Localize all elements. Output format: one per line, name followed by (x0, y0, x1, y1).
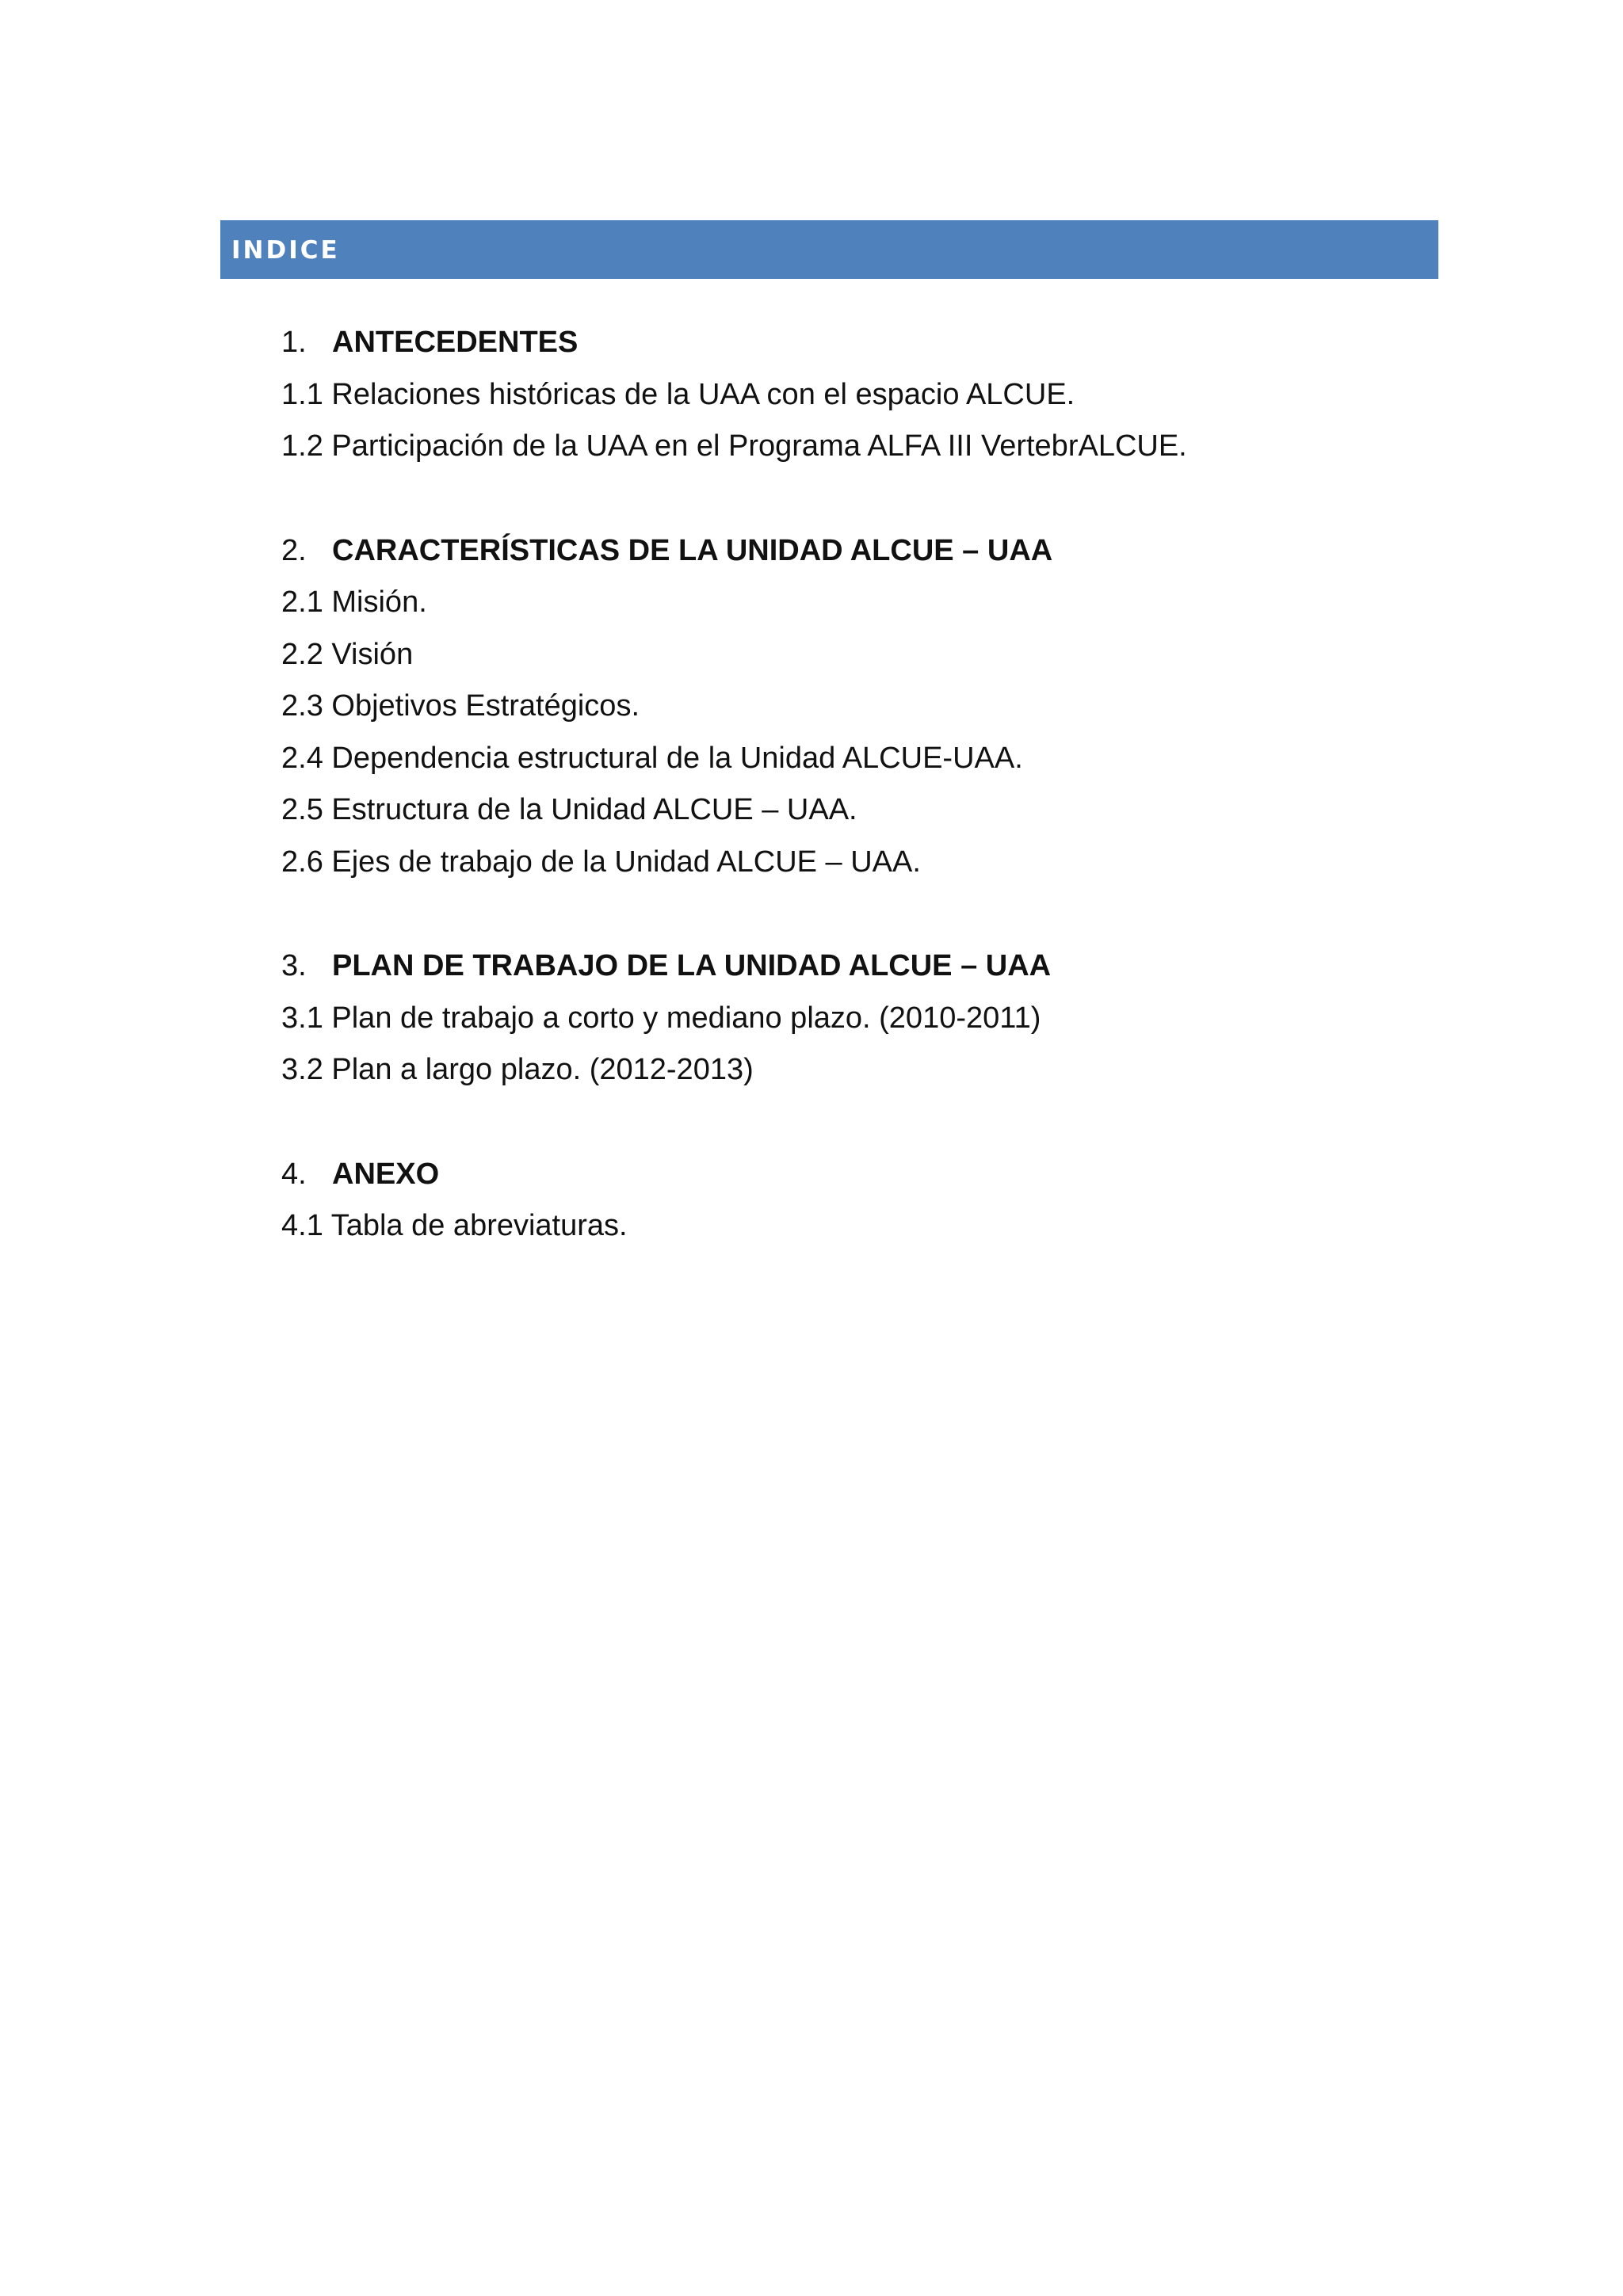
item-text: Visión (331, 637, 414, 671)
item-number: 2.5 (281, 793, 332, 826)
item-text: Ejes de trabajo de la Unidad ALCUE – UAA. (331, 845, 921, 879)
toc-item (281, 369, 1438, 421)
toc-heading (281, 317, 1438, 369)
item-text: Objetivos Estratégicos. (331, 689, 640, 723)
toc-section-3 (281, 940, 1438, 1097)
item-text: Tabla de abreviaturas. (330, 1209, 628, 1242)
toc-heading (281, 940, 1438, 993)
toc-item (281, 421, 1438, 473)
section-number: 4. (281, 1157, 307, 1191)
index-title: INDICE (231, 236, 340, 265)
index-header-bar (220, 220, 1438, 279)
section-title: ANTECEDENTES (332, 326, 579, 359)
toc-item (281, 837, 1438, 889)
item-number: 2.2 (281, 637, 332, 671)
item-number: 4.1 (281, 1209, 331, 1242)
item-text: Misión. (331, 585, 427, 619)
section-number: 1. (281, 326, 307, 359)
item-text: Dependencia estructural de la Unidad ALCUE-UAA. (331, 741, 1023, 775)
toc-heading (281, 1149, 1438, 1201)
section-title: CARACTERÍSTICAS DE LA UNIDAD ALCUE – UAA (332, 533, 1053, 567)
toc-item (281, 1044, 1438, 1097)
item-number: 2.6 (281, 845, 332, 879)
section-title: ANEXO (332, 1157, 440, 1191)
item-text: Plan a largo plazo. (2012-2013) (331, 1053, 754, 1086)
section-number: 2. (281, 533, 307, 567)
toc-item (281, 993, 1438, 1045)
toc-item (281, 577, 1438, 629)
table-of-contents (281, 317, 1438, 1253)
item-number: 3.1 (281, 1001, 332, 1035)
toc-section-1 (281, 317, 1438, 473)
toc-section-4 (281, 1149, 1438, 1253)
item-number: 3.2 (281, 1053, 332, 1086)
toc-item (281, 784, 1438, 837)
item-number: 2.3 (281, 689, 332, 723)
item-number: 2.4 (281, 741, 332, 775)
toc-item (281, 1200, 1438, 1253)
item-number: 2.1 (281, 585, 332, 619)
toc-item (281, 681, 1438, 733)
item-number: 1.2 (281, 429, 332, 463)
item-number: 1.1 (281, 377, 332, 411)
section-title: PLAN DE TRABAJO DE LA UNIDAD ALCUE – UAA (332, 949, 1052, 982)
toc-item (281, 629, 1438, 681)
item-text: Participación de la UAA en el Programa ALFA III VertebrALCUE. (331, 429, 1187, 463)
item-text: Plan de trabajo a corto y mediano plazo. (2010-2011) (331, 1001, 1041, 1035)
item-text: Relaciones históricas de la UAA con el espacio ALCUE. (331, 377, 1075, 411)
item-text: Estructura de la Unidad ALCUE – UAA. (331, 793, 857, 826)
toc-item (281, 733, 1438, 785)
toc-heading (281, 525, 1438, 578)
toc-section-2 (281, 525, 1438, 889)
section-number: 3. (281, 949, 307, 982)
